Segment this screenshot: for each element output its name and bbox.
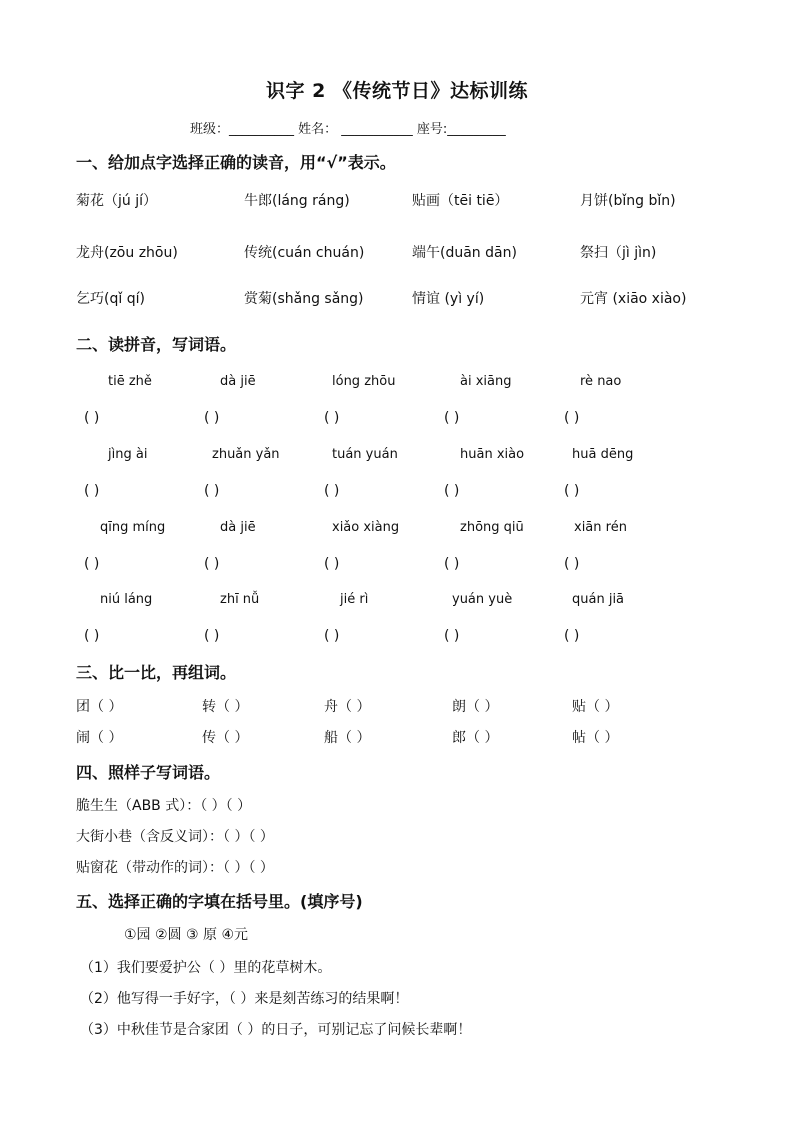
answer-blank[interactable]: ( ) [444, 410, 460, 426]
answer-blank[interactable]: ( ) [564, 556, 580, 572]
pinyin: huā dēng [572, 447, 634, 462]
choice-item: 月饼(bǐng bǐn) [580, 193, 676, 209]
answer-blank[interactable]: ( ) [84, 410, 100, 426]
pinyin: zhī nǚ [220, 592, 260, 607]
answer-blank[interactable]: ( ) [204, 628, 220, 644]
compare-word-blank[interactable]: 传（ ） [202, 730, 249, 746]
pinyin: dà jiē [220, 520, 256, 535]
pinyin: rè nao [580, 374, 622, 389]
character-options: ①园 ②圆 ③ 原 ④元 [124, 927, 249, 943]
pinyin: huān xiào [460, 447, 525, 462]
fill-question[interactable]: （2）他写得一手好字，（ ）来是刻苦练习的结果啊！ [80, 991, 409, 1007]
answer-blank[interactable]: ( ) [324, 628, 340, 644]
compare-word-blank[interactable]: 船（ ） [324, 730, 371, 746]
example-word-line[interactable]: 脆生生（ABB 式）：（ ）（ ） [76, 798, 252, 814]
section4-heading: 四、照样子写词语。 [76, 763, 221, 782]
example-word-line[interactable]: 大街小巷（含反义词）：（ ）（ ） [76, 829, 274, 845]
pinyin: lóng zhōu [332, 374, 396, 389]
choice-item: 菊花（jú jí） [76, 193, 157, 209]
answer-blank[interactable]: ( ) [444, 483, 460, 499]
pinyin: qīng míng [100, 520, 166, 535]
answer-blank[interactable]: ( ) [444, 628, 460, 644]
answer-blank[interactable]: ( ) [564, 410, 580, 426]
example-word-line[interactable]: 贴窗花（带动作的词）：（ ）（ ） [76, 860, 274, 876]
compare-word-blank[interactable]: 舟（ ） [324, 699, 371, 715]
answer-blank[interactable]: ( ) [84, 628, 100, 644]
pinyin: xiǎo xiàng [332, 520, 400, 535]
fill-question[interactable]: （3）中秋佳节是合家团（ ）的日子，可别记忘了问候长辈啊！ [80, 1022, 472, 1038]
compare-word-blank[interactable]: 郎（ ） [452, 730, 499, 746]
choice-item: 牛郎(láng ráng) [244, 193, 350, 209]
pinyin: tuán yuán [332, 447, 398, 462]
answer-blank[interactable]: ( ) [84, 483, 100, 499]
choice-item: 情谊 (yì yí) [412, 291, 485, 307]
answer-blank[interactable]: ( ) [204, 410, 220, 426]
pinyin: niú láng [100, 592, 153, 607]
page-title: 识字 2 《传统节日》达标训练 [266, 80, 528, 102]
pinyin: dà jiē [220, 374, 256, 389]
pinyin: xiān rén [574, 520, 627, 535]
answer-blank[interactable]: ( ) [324, 483, 340, 499]
answer-blank[interactable]: ( ) [564, 628, 580, 644]
answer-blank[interactable]: ( ) [204, 556, 220, 572]
pinyin: yuán yuè [452, 592, 513, 607]
compare-word-blank[interactable]: 贴（ ） [572, 699, 619, 715]
compare-word-blank[interactable]: 转（ ） [202, 699, 249, 715]
choice-item: 端午(duān dān) [412, 245, 517, 261]
fill-question[interactable]: （1）我们要爱护公（ ）里的花草树木。 [80, 960, 332, 976]
pinyin: jié rì [340, 592, 369, 607]
choice-item: 元宵 (xiāo xiào) [580, 291, 687, 307]
choice-item: 龙舟(zōu zhōu) [76, 245, 178, 261]
section2-heading: 二、读拼音，写词语。 [76, 335, 237, 354]
section5-heading: 五、选择正确的字填在括号里。(填序号) [76, 892, 363, 911]
pinyin: zhōng qiū [460, 520, 524, 535]
pinyin: zhuǎn yǎn [212, 447, 280, 462]
choice-item: 乞巧(qǐ qí) [76, 291, 145, 307]
answer-blank[interactable]: ( ) [204, 483, 220, 499]
choice-item: 赏菊(shǎng sǎng) [244, 291, 364, 307]
section3-heading: 三、比一比，再组词。 [76, 663, 237, 682]
choice-item: 祭扫（jì jìn) [580, 245, 657, 261]
compare-word-blank[interactable]: 团（ ） [76, 699, 123, 715]
answer-blank[interactable]: ( ) [444, 556, 460, 572]
choice-item: 贴画（tēi tiē） [412, 193, 509, 209]
compare-word-blank[interactable]: 朗（ ） [452, 699, 499, 715]
compare-word-blank[interactable]: 帖（ ） [572, 730, 619, 746]
answer-blank[interactable]: ( ) [564, 483, 580, 499]
compare-word-blank[interactable]: 闹（ ） [76, 730, 123, 746]
answer-blank[interactable]: ( ) [84, 556, 100, 572]
answer-blank[interactable]: ( ) [324, 556, 340, 572]
pinyin: ài xiāng [460, 374, 512, 389]
student-info-line: 班级：__________ 姓名： ___________ 座号:_________ [190, 122, 506, 137]
answer-blank[interactable]: ( ) [324, 410, 340, 426]
choice-item: 传统(cuán chuán) [244, 245, 365, 261]
section1-heading: 一、给加点字选择正确的读音，用“√”表示。 [76, 153, 396, 172]
pinyin: jìng ài [108, 447, 148, 462]
pinyin: tiē zhě [108, 374, 152, 389]
pinyin: quán jiā [572, 592, 625, 607]
